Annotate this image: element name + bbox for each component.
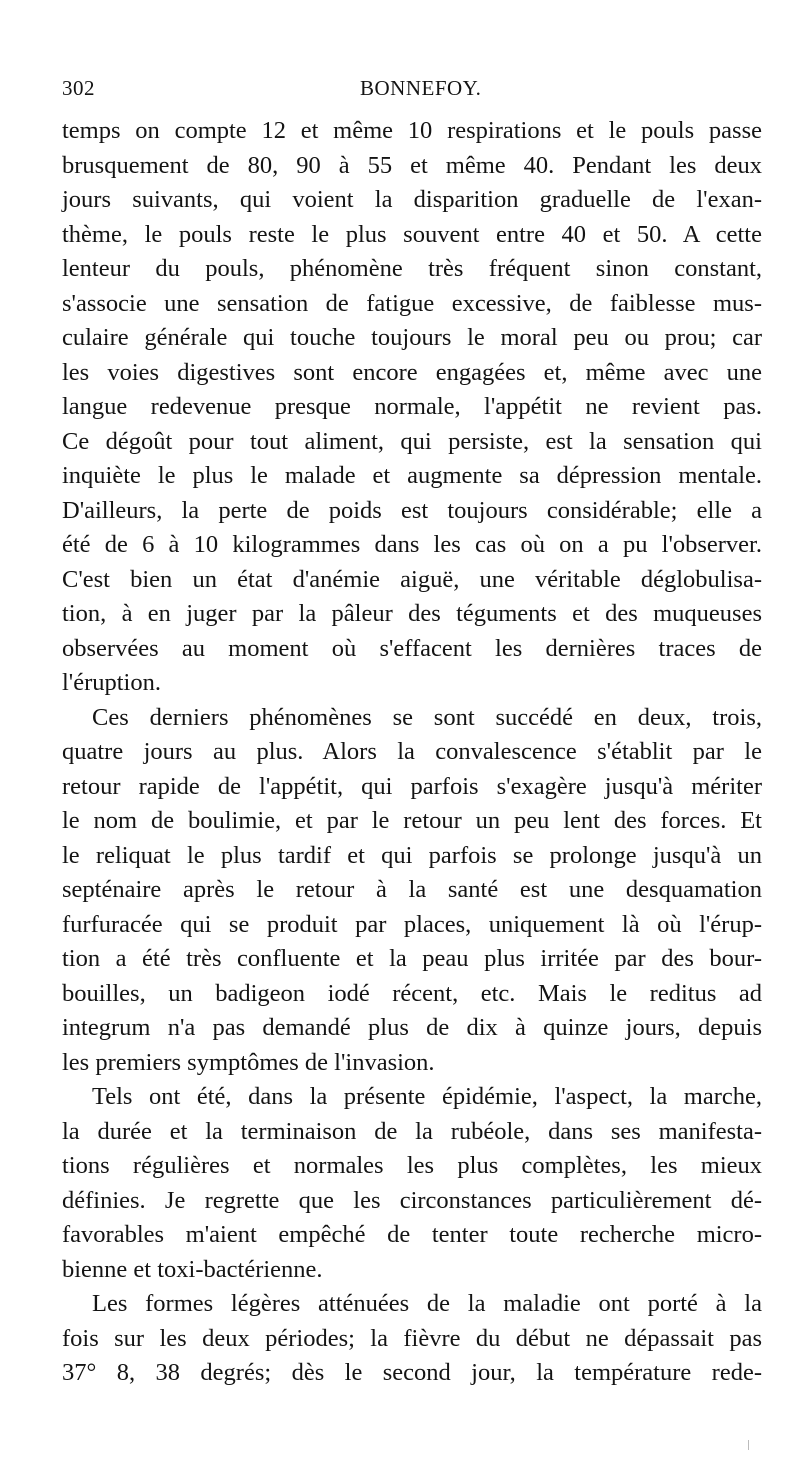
text-line: langue redevenue presque normale, l'appétit ne revient pas. [62,393,762,420]
text-line: le nom de boulimie, et par le retour un peu lent des forces. Et [62,807,762,834]
page-number: 302 [62,76,95,100]
text-line: favorables m'aient empêché de tenter toute recherche micro- [62,1221,762,1248]
text-line: quatre jours au plus. Alors la convalescence s'établit par le [62,738,762,765]
text-line: brusquement de 80, 90 à 55 et même 40. Pendant les deux [62,151,762,179]
running-head: BONNEFOY. [360,76,482,100]
text-line: thème, le pouls reste le plus souvent entre 40 et 50. A cette [62,220,762,248]
text-line: tions régulières et normales les plus complètes, les mieux [62,1152,762,1179]
body-text [62,114,762,1391]
text-line: l'éruption. [62,669,161,696]
text-line: jours suivants, qui voient la disparition graduelle de l'exan- [62,186,762,213]
text-line: retour rapide de l'appétit, qui parfois s'exagère jusqu'à mériter [62,772,762,800]
text-line: bienne et toxi-bactérienne. [62,1255,323,1283]
paragraph [62,114,762,701]
text-line: observées au moment où s'effacent les dernières traces de [62,634,762,662]
text-line: lenteur du pouls, phénomène très fréquent sinon constant, [62,255,762,282]
text-line: Ces derniers phénomènes se sont succédé en deux, trois, [92,703,762,731]
text-line: les premiers symptômes de l'invasion. [62,1048,435,1076]
text-line: tion a été très confluente et la peau plus irritée par des bour- [62,945,762,972]
text-line: tion, à en juger par la pâleur des téguments et des muqueuses [62,600,762,627]
text-line: integrum n'a pas demandé plus de dix à quinze jours, depuis [62,1014,762,1041]
text-line: D'ailleurs, la perte de poids est toujours considérable; elle a [62,496,762,524]
text-line: 37° 8, 38 degrés; dès le second jour, la température rede- [62,1359,762,1386]
paragraph [62,1287,762,1391]
text-line: s'associe une sensation de fatigue excessive, de faiblesse mus- [62,289,762,317]
text-line: furfuracée qui se produit par places, uniquement là où l'érup- [62,910,762,938]
text-line: les voies digestives sont encore engagées et, même avec une [62,358,762,386]
page-header [62,76,752,106]
text-line: culaire générale qui touche toujours le moral peu ou prou; car [62,324,762,351]
text-line: Les formes légères atténuées de la maladie ont porté à la [92,1290,762,1317]
text-line: fois sur les deux périodes; la fièvre du début ne dépassait pas [62,1324,762,1352]
text-line: bouilles, un badigeon iodé récent, etc. Mais le reditus ad [62,979,762,1007]
text-line: la durée et la terminaison de la rubéole, dans ses manifesta- [62,1117,762,1145]
text-line: inquiète le plus le malade et augmente sa dépression mentale. [62,462,762,489]
text-line: le reliquat le plus tardif et qui parfois se prolonge jusqu'à un [62,841,762,869]
paragraph [62,701,762,1081]
text-line: été de 6 à 10 kilogrammes dans les cas où on a pu l'observer. [62,531,762,558]
text-line: Ce dégoût pour tout aliment, qui persiste, est la sensation qui [62,427,762,455]
scan-mark [748,1440,749,1450]
text-line: temps on compte 12 et même 10 respirations et le pouls passe [62,117,762,144]
text-line: définies. Je regrette que les circonstances particulièrement dé- [62,1186,762,1214]
text-line: septénaire après le retour à la santé est une desquamation [62,876,762,903]
paragraph [62,1080,762,1287]
text-line: Tels ont été, dans la présente épidémie, l'aspect, la marche, [92,1083,762,1110]
text-line: C'est bien un état d'anémie aiguë, une véritable déglobulisa- [62,565,762,593]
